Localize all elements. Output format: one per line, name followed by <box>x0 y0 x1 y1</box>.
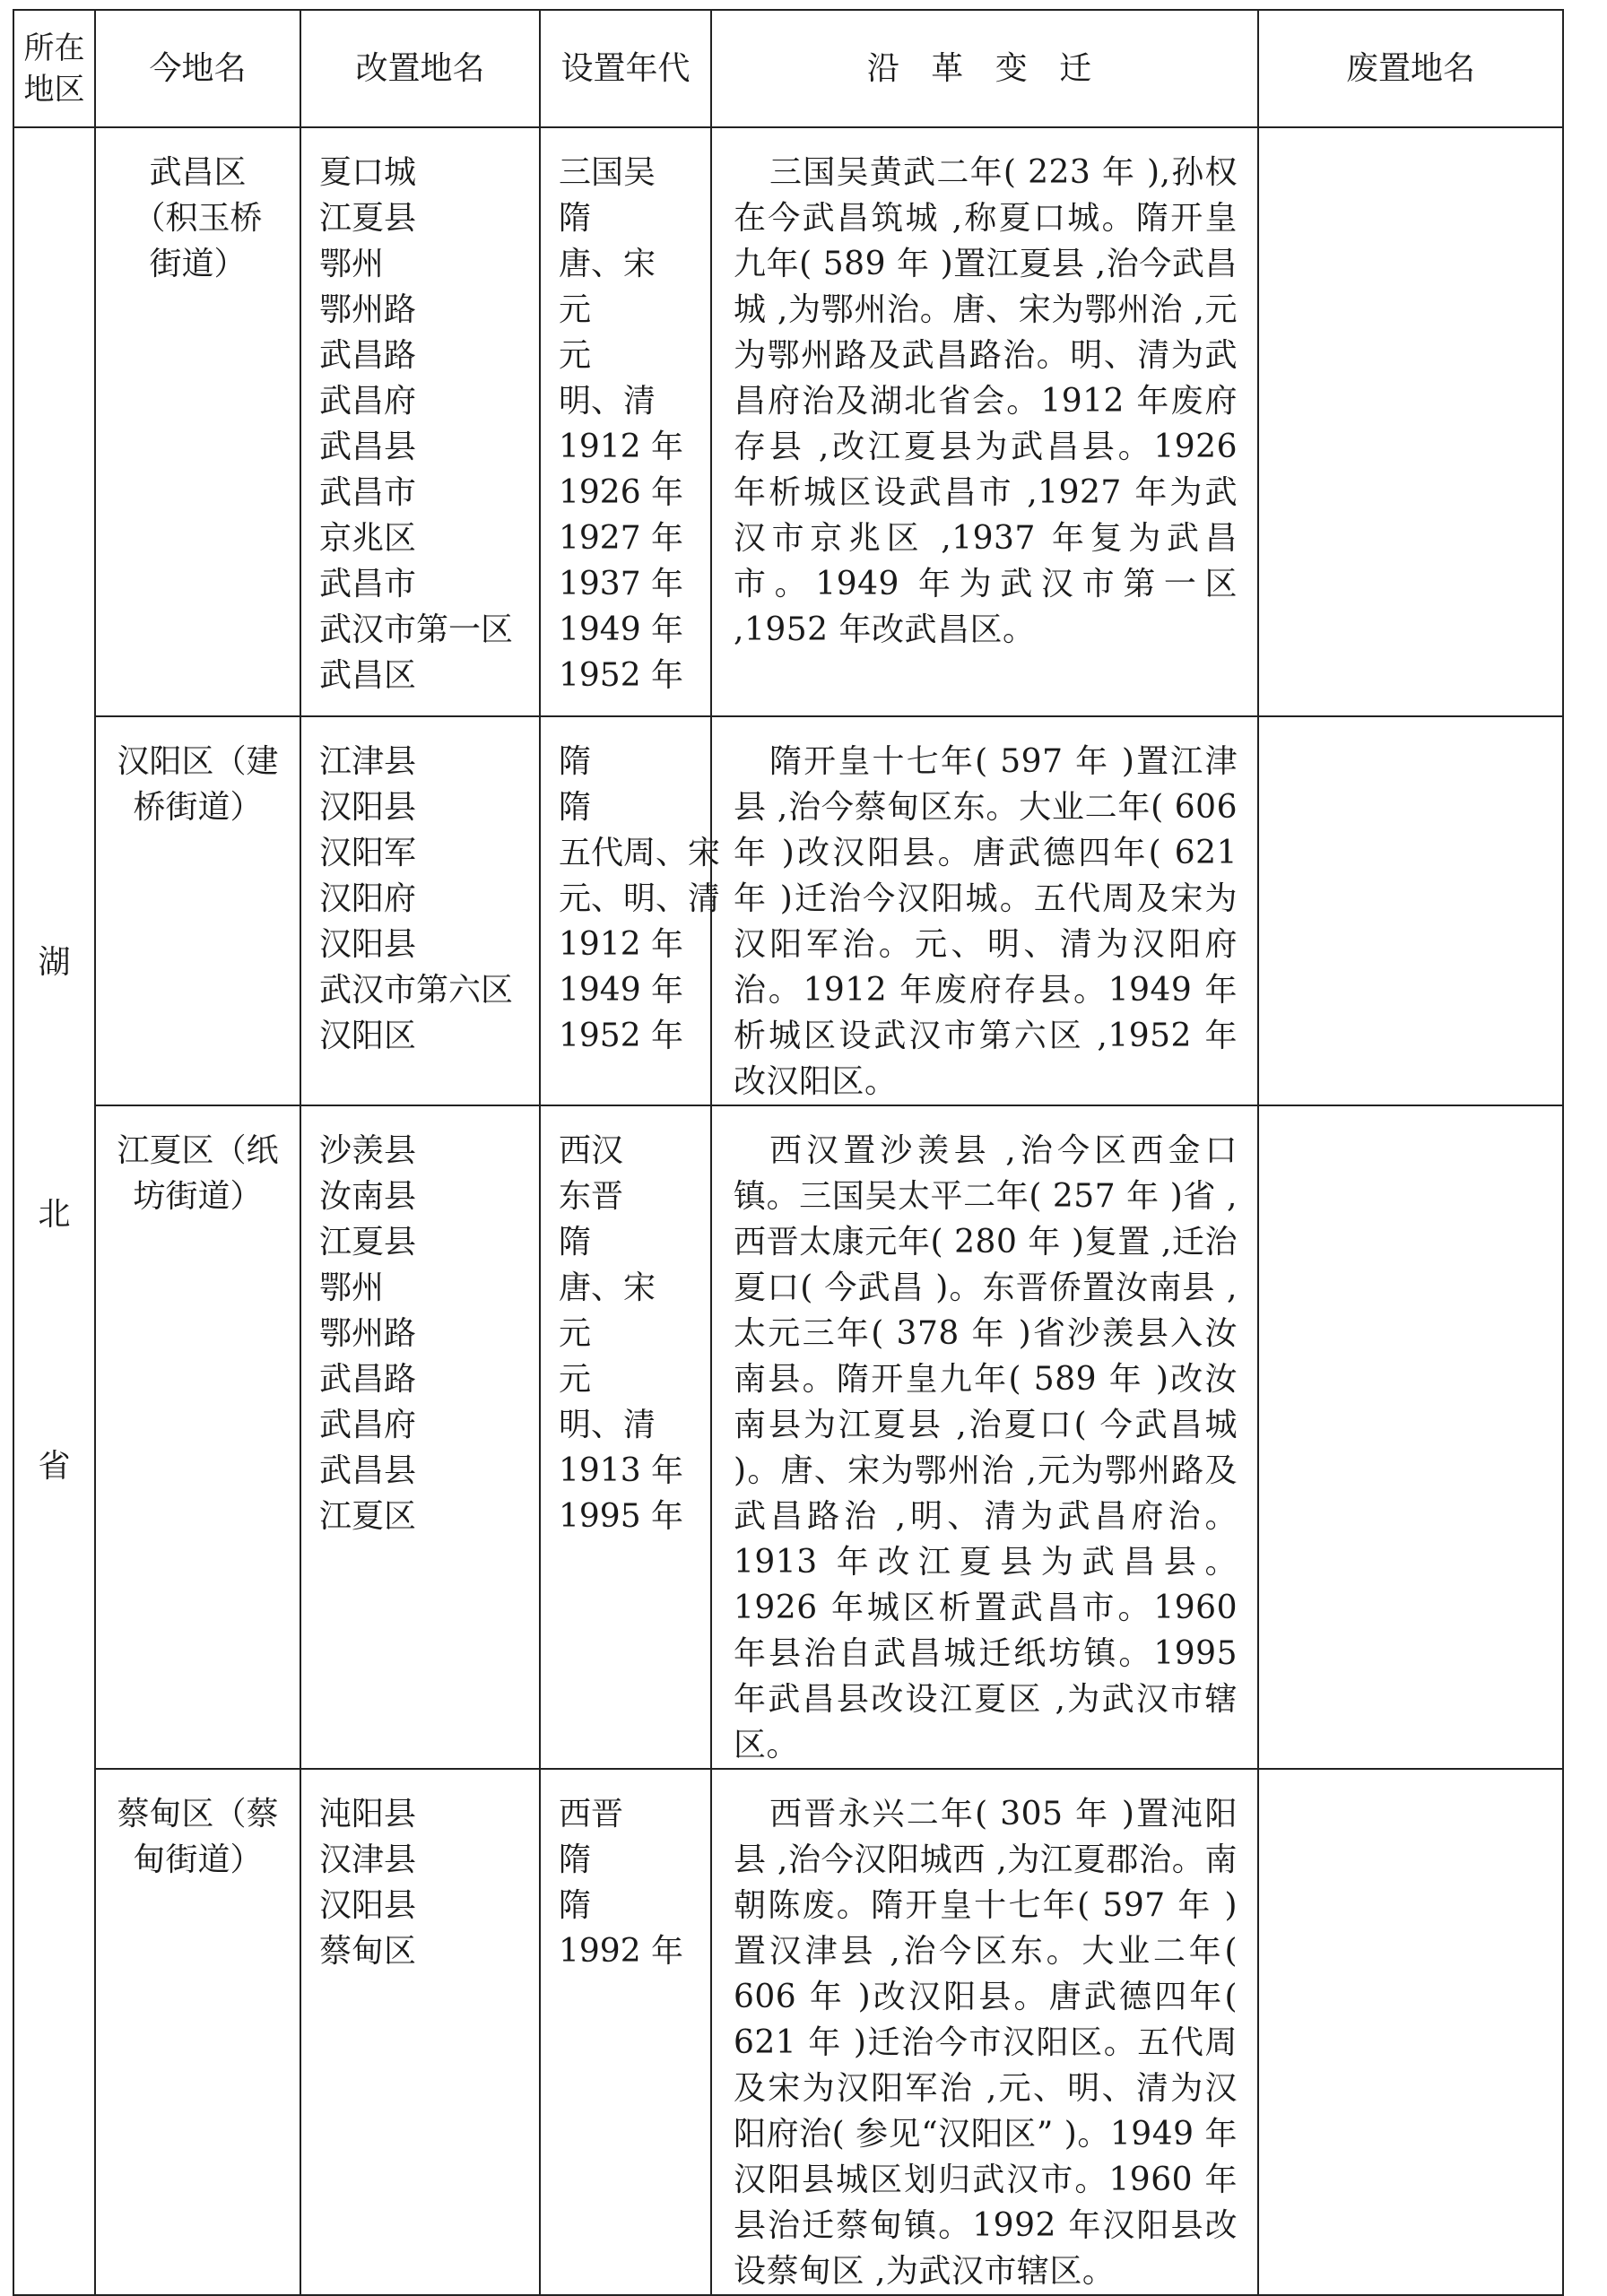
region-char: 省 <box>38 1447 71 1485</box>
abolished-name <box>1258 1105 1563 1769</box>
header-current: 今地名 <box>95 10 300 127</box>
current-name: 武昌区（积玉桥街道） <box>95 127 300 716</box>
header-abolished: 废置地名 <box>1258 10 1563 127</box>
history-text: 西汉置沙羡县 ,治今区西金口镇。三国吴太平二年( 257 年 )省 ,西晋太康元年( 280 年 )复置 ,迁治夏口( 今武昌 )。东晋侨置汝南县 ,太元三年( 378 年 )省沙羡县入汝南县。隋开皇九年( 589 年 )改汝南县为江夏县 ,治夏口( 今武昌城 )。唐、宋为鄂州治 ,元为鄂州路及武昌路治 ,明、清为武昌府治。1913 年改江夏县为武昌县。1926 年城区析置武昌市。1960 年县治自武昌城迁纸坊镇。1995 年武昌县改设江夏区 ,为武汉市辖区。 <box>711 1105 1258 1769</box>
region-char: 北 <box>38 1195 71 1233</box>
year-list: 三国吴 隋 唐、宋 元 元 明、清 1912 年 1926 年 1927 年 1937 年 1949 年 1952 年 <box>540 127 711 716</box>
history-text: 三国吴黄武二年( 223 年 ),孙权在今武昌筑城 ,称夏口城。隋开皇九年( 589 年 )置江夏县 ,治今武昌城 ,为鄂州治。唐、宋为鄂州治 ,元为鄂州路及武昌路治。明、清为武昌府治及湖北省会。1912 年废府存县 ,改江夏县为武昌县。1926 年析城区设武昌市 ,1927 年为武汉市京兆区 ,1937 年复为武昌市。1949 年为武汉市第一区 ,1952 年改武昌区。 <box>711 127 1258 716</box>
year-list: 西汉 东晋 隋 唐、宋 元 元 明、清 1913 年 1995 年 <box>540 1105 711 1769</box>
renamed-list: 沌阳县 汉津县 汉阳县 蔡甸区 <box>300 1769 540 2295</box>
history-table <box>13 9 1564 2296</box>
header-renamed: 改置地名 <box>300 10 540 127</box>
history-text: 隋开皇十七年( 597 年 )置江津县 ,治今蔡甸区东。大业二年( 606 年 )改汉阳县。唐武德四年( 621 年 )迁治今汉阳城。五代周及宋为汉阳军治。元、明、清为汉阳府治。1912 年废府存县。1949 年析城区设武汉市第六区 ,1952 年改汉阳区。 <box>711 716 1258 1105</box>
table-row <box>13 716 1563 1105</box>
current-name: 汉阳区（建桥街道） <box>95 716 300 1105</box>
year-list: 西晋 隋 隋 1992 年 <box>540 1769 711 2295</box>
abolished-name <box>1258 716 1563 1105</box>
region-cell <box>13 127 95 2295</box>
renamed-list: 沙羡县 汝南县 江夏县 鄂州 鄂州路 武昌路 武昌府 武昌县 江夏区 <box>300 1105 540 1769</box>
table-row <box>13 1769 1563 2295</box>
abolished-name <box>1258 1769 1563 2295</box>
header-year: 设置年代 <box>540 10 711 127</box>
current-name: 蔡甸区（蔡甸街道） <box>95 1769 300 2295</box>
table-row <box>13 127 1563 716</box>
header-region: 所在地区 <box>13 10 95 127</box>
header-row <box>13 10 1563 127</box>
abolished-name <box>1258 127 1563 716</box>
renamed-list: 江津县 汉阳县 汉阳军 汉阳府 汉阳县 武汉市第六区 汉阳区 <box>300 716 540 1105</box>
history-text: 西晋永兴二年( 305 年 )置沌阳县 ,治今汉阳城西 ,为江夏郡治。南朝陈废。隋开皇十七年( 597 年 )置汉津县 ,治今区东。大业二年( 606 年 )改汉阳县。唐武德四年( 621 年 )迁治今市汉阳区。五代周及宋为汉阳军治 ,元、明、清为汉阳府治( 参见“汉阳区” )。1949 年汉阳县城区划归武汉市。1960 年县治迁蔡甸镇。1992 年汉阳县改设蔡甸区 ,为武汉市辖区。 <box>711 1769 1258 2295</box>
renamed-list: 夏口城 江夏县 鄂州 鄂州路 武昌路 武昌府 武昌县 武昌市 京兆区 武昌市 武汉市第一区 武昌区 <box>300 127 540 716</box>
current-name: 江夏区（纸坊街道） <box>95 1105 300 1769</box>
header-history: 沿 革 变 迁 <box>711 10 1258 127</box>
year-list: 隋 隋 五代周、宋 元、明、清 1912 年 1949 年 1952 年 <box>540 716 711 1105</box>
table-row <box>13 1105 1563 1769</box>
region-char: 湖 <box>38 943 71 981</box>
